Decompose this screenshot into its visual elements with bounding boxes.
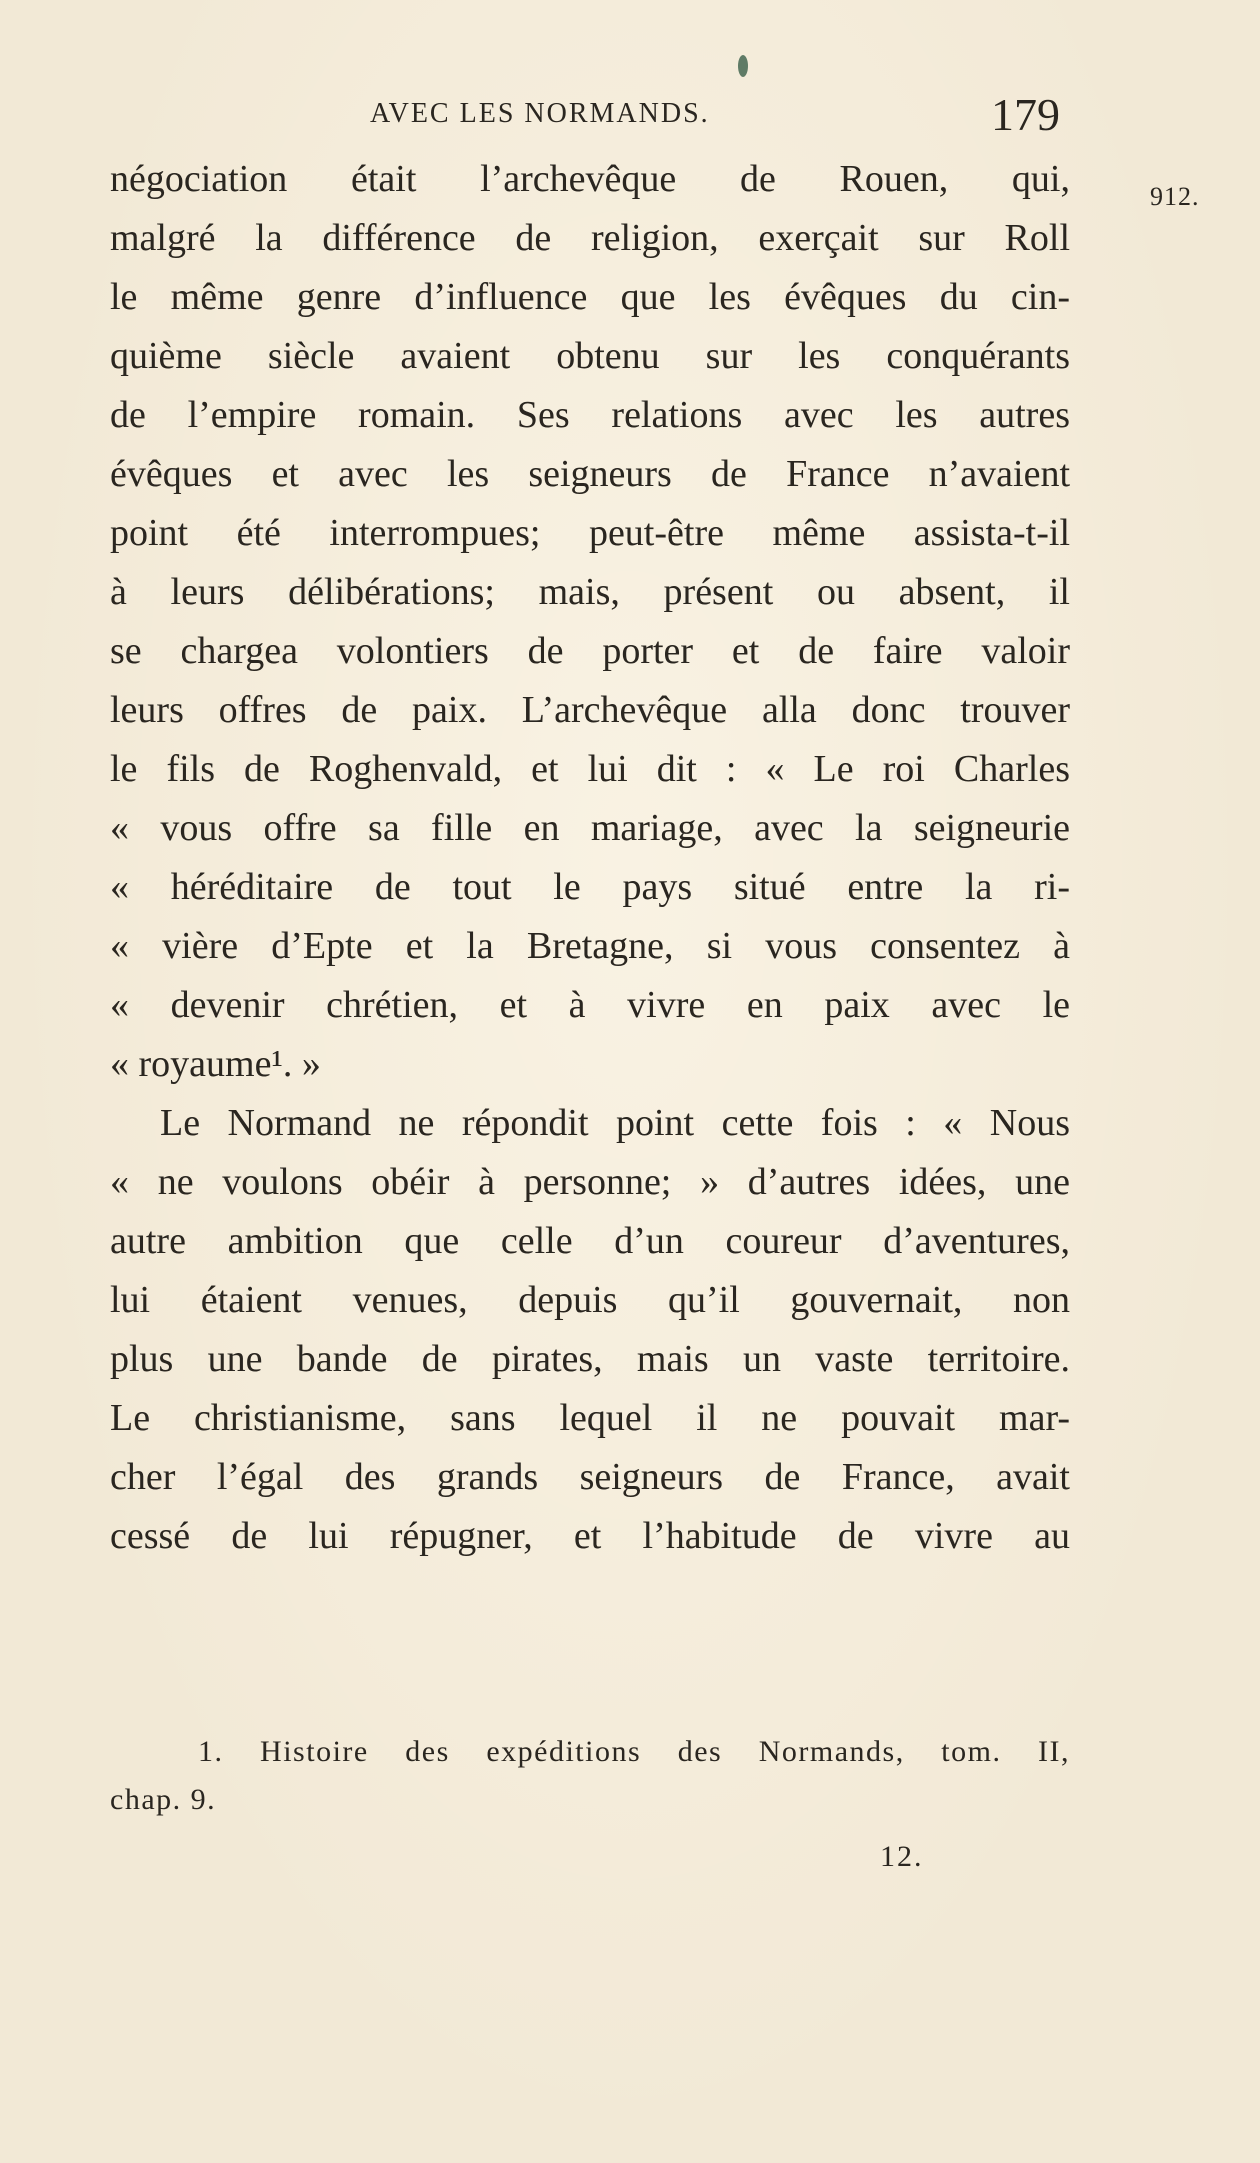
footnote-line: 1. Histoire des expéditions des Normands, tom. II, [198, 1735, 1070, 1768]
signature-mark: 12. [880, 1840, 924, 1873]
text-line: lui étaient venues, depuis qu’il gouvernait, non [110, 1279, 1070, 1321]
text-line: « héréditaire de tout le pays situé entre la ri- [110, 866, 1070, 908]
text-line: quième siècle avaient obtenu sur les conquérants [110, 335, 1070, 377]
text-line: « royaume¹. » [110, 1043, 321, 1085]
footnote-line: chap. 9. [110, 1783, 217, 1816]
text-line: point été interrompues; peut-être même assista-t-il [110, 512, 1070, 554]
text-line: à leurs délibérations; mais, présent ou absent, il [110, 571, 1070, 613]
text-line: le même genre d’influence que les évêques du cin- [110, 276, 1070, 318]
text-line: autre ambition que celle d’un coureur d’aventures, [110, 1220, 1070, 1262]
text-line: évêques et avec les seigneurs de France n’avaient [110, 453, 1070, 495]
text-line: Le christianisme, sans lequel il ne pouvait mar- [110, 1397, 1070, 1439]
footnote [110, 1728, 1070, 1824]
text-line: cessé de lui répugner, et l’habitude de vivre au [110, 1515, 1070, 1557]
text-line: Le Normand ne répondit point cette fois : « Nous [160, 1102, 1070, 1144]
text-line: leurs offres de paix. L’archevêque alla donc trouver [110, 689, 1070, 731]
text-line: « ne voulons obéir à personne; » d’autres idées, une [110, 1161, 1070, 1203]
text-line: se chargea volontiers de porter et de faire valoir [110, 630, 1070, 672]
ink-spot [738, 55, 748, 77]
text-line: « devenir chrétien, et à vivre en paix avec le [110, 984, 1070, 1026]
text-line: le fils de Roghenvald, et lui dit : « Le roi Charles [110, 748, 1070, 790]
text-line: de l’empire romain. Ses relations avec les autres [110, 394, 1070, 436]
margin-year-note: 912. [1150, 182, 1200, 211]
text-line: « vous offre sa fille en mariage, avec la seigneurie [110, 807, 1070, 849]
page-header [110, 89, 1070, 142]
body-text [110, 150, 1070, 1566]
text-line: plus une bande de pirates, mais un vaste territoire. [110, 1338, 1070, 1380]
text-line: « vière d’Epte et la Bretagne, si vous consentez à [110, 925, 1070, 967]
text-line: malgré la différence de religion, exerçait sur Roll [110, 217, 1070, 259]
running-head: AVEC LES NORMANDS. [370, 98, 710, 129]
text-line: cher l’égal des grands seigneurs de France, avait [110, 1456, 1070, 1498]
page-number: 179 [991, 89, 1060, 140]
text-line: négociation était l’archevêque de Rouen, qui, [110, 158, 1070, 200]
